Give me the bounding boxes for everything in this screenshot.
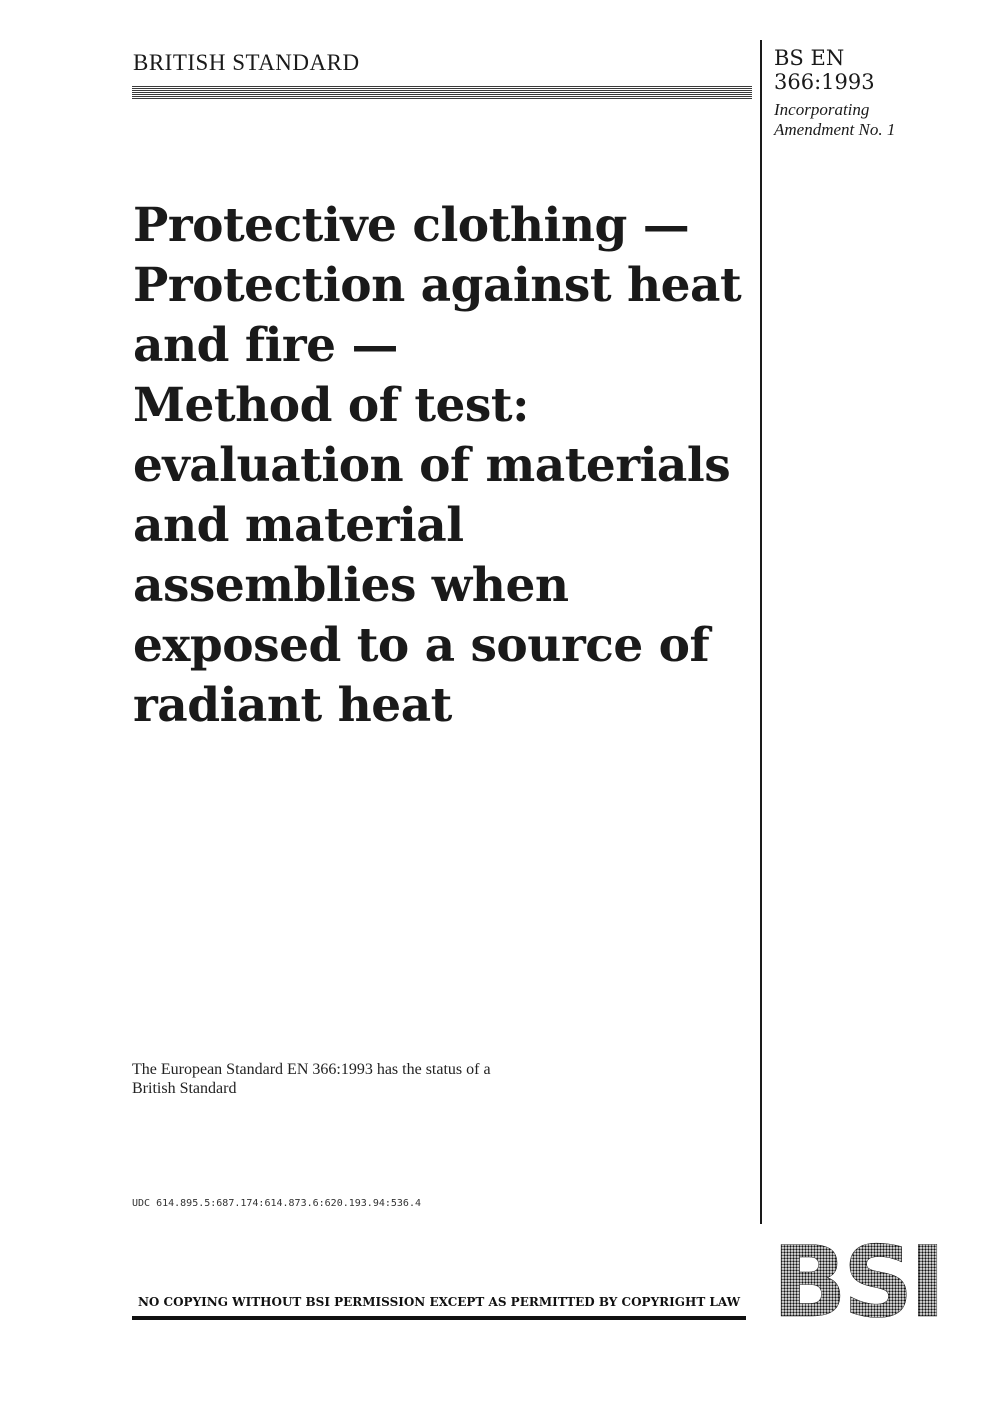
title-line: Protection against heat — [133, 258, 742, 313]
title-line: and material — [133, 498, 464, 553]
footer-rule — [132, 1316, 746, 1320]
title-line: and fire — — [133, 318, 398, 373]
standard-number-line-1: BS EN — [774, 46, 845, 70]
title-line: exposed to a source of — [133, 618, 710, 673]
standard-number-line-2: 366:1993 — [774, 70, 875, 94]
document-title — [133, 196, 753, 736]
bsi-logo-text: BSI — [772, 1242, 942, 1322]
title-line: assemblies when — [133, 558, 569, 613]
title-line: radiant heat — [133, 678, 452, 733]
header-rule — [132, 86, 752, 99]
standard-number — [774, 46, 974, 94]
udc-classification: UDC 614.895.5:687.174:614.873.6:620.193.94:536.4 — [132, 1198, 421, 1209]
status-note-line-1: The European Standard EN 366:1993 has the status of a — [132, 1061, 491, 1078]
status-note-line-2: British Standard — [132, 1080, 237, 1097]
vertical-divider — [760, 40, 762, 1224]
title-line: evaluation of materials — [133, 438, 731, 493]
status-note — [132, 1060, 612, 1098]
amendment-line-1: Incorporating — [774, 100, 870, 119]
title-line: Protective clothing — — [133, 198, 690, 253]
amendment-note — [774, 100, 974, 140]
bsi-logo — [768, 1242, 946, 1322]
series-label: BRITISH STANDARD — [133, 50, 360, 75]
title-line: Method of test: — [133, 378, 529, 433]
copyright-notice: NO COPYING WITHOUT BSI PERMISSION EXCEPT AS PERMITTED BY COPYRIGHT LAW — [137, 1295, 741, 1309]
amendment-line-2: Amendment No. 1 — [774, 120, 896, 139]
